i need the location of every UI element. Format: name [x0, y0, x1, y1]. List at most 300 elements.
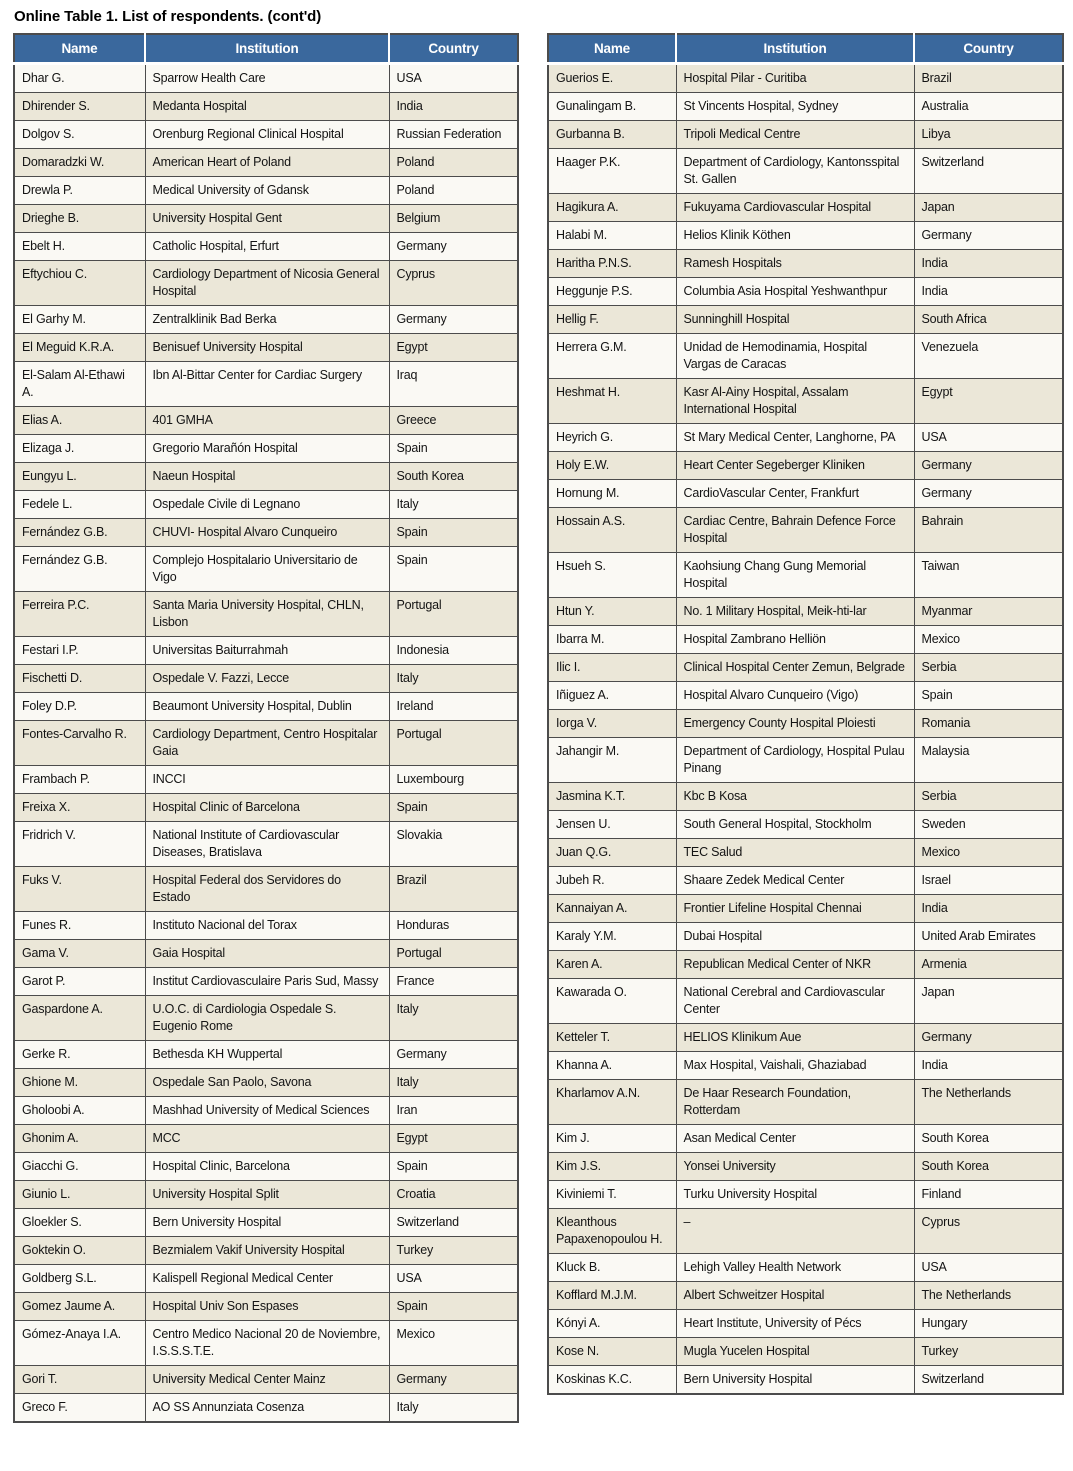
- country-cell: United Arab Emirates: [914, 923, 1063, 951]
- name-cell: Elias A.: [14, 407, 145, 435]
- name-cell: Gómez-Anaya I.A.: [14, 1321, 145, 1366]
- institution-cell: St Mary Medical Center, Langhorne, PA: [676, 424, 914, 452]
- country-cell: The Netherlands: [914, 1080, 1063, 1125]
- institution-cell: Instituto Nacional del Torax: [145, 912, 389, 940]
- name-cell: Gori T.: [14, 1366, 145, 1394]
- country-cell: Germany: [389, 1366, 518, 1394]
- name-cell: Freixa X.: [14, 794, 145, 822]
- table-row: [14, 93, 518, 121]
- country-cell: Germany: [914, 452, 1063, 480]
- country-cell: Germany: [389, 1041, 518, 1069]
- page-title: Online Table 1. List of respondents. (cont'd): [14, 8, 322, 25]
- country-cell: Poland: [389, 177, 518, 205]
- institution-cell: Ramesh Hospitals: [676, 250, 914, 278]
- name-cell: Karaly Y.M.: [548, 923, 676, 951]
- table-row: [548, 951, 1063, 979]
- country-cell: Mexico: [914, 839, 1063, 867]
- name-cell: Ferreira P.C.: [14, 592, 145, 637]
- name-cell: Eftychiou C.: [14, 261, 145, 306]
- table-row: [548, 979, 1063, 1024]
- name-cell: Gunalingam B.: [548, 93, 676, 121]
- institution-cell: Hospital Federal dos Servidores do Estado: [145, 867, 389, 912]
- name-cell: Funes R.: [14, 912, 145, 940]
- country-cell: South Korea: [914, 1153, 1063, 1181]
- tables-container: [13, 33, 1060, 1423]
- name-cell: Koskinas K.C.: [548, 1366, 676, 1395]
- institution-cell: Tripoli Medical Centre: [676, 121, 914, 149]
- column-header-institution: Institution: [145, 34, 389, 64]
- institution-cell: Beaumont University Hospital, Dublin: [145, 693, 389, 721]
- institution-cell: Hospital Pilar - Curitiba: [676, 64, 914, 93]
- institution-cell: Ospedale V. Fazzi, Lecce: [145, 665, 389, 693]
- name-cell: Fuks V.: [14, 867, 145, 912]
- country-cell: Cyprus: [389, 261, 518, 306]
- institution-cell: Medanta Hospital: [145, 93, 389, 121]
- country-cell: Germany: [914, 480, 1063, 508]
- institution-cell: Cardiology Department, Centro Hospitalar Gaia: [145, 721, 389, 766]
- country-cell: India: [914, 1052, 1063, 1080]
- country-cell: USA: [914, 424, 1063, 452]
- name-cell: Jasmina K.T.: [548, 783, 676, 811]
- institution-cell: INCCI: [145, 766, 389, 794]
- institution-cell: Centro Medico Nacional 20 de Noviembre, I.S.S.S.T.E.: [145, 1321, 389, 1366]
- table-row: [14, 519, 518, 547]
- country-cell: Australia: [914, 93, 1063, 121]
- institution-cell: Kaohsiung Chang Gung Memorial Hospital: [676, 553, 914, 598]
- table-row: [548, 839, 1063, 867]
- table-row: [14, 233, 518, 261]
- table-row: [548, 64, 1063, 93]
- name-cell: Guerios E.: [548, 64, 676, 93]
- name-cell: Gomez Jaume A.: [14, 1293, 145, 1321]
- table-row: [14, 637, 518, 665]
- country-cell: Venezuela: [914, 334, 1063, 379]
- table-row: [548, 1366, 1063, 1395]
- table-header: [548, 34, 1063, 64]
- country-cell: Mexico: [389, 1321, 518, 1366]
- institution-cell: Department of Cardiology, Kantonsspital St. Gallen: [676, 149, 914, 194]
- table-row: [14, 1265, 518, 1293]
- name-cell: Kleanthous Papaxenopoulou H.: [548, 1209, 676, 1254]
- institution-cell: National Cerebral and Cardiovascular Center: [676, 979, 914, 1024]
- table-row: [14, 766, 518, 794]
- table-row: [14, 665, 518, 693]
- table-row: [548, 783, 1063, 811]
- table-row: [548, 121, 1063, 149]
- table-row: [14, 1125, 518, 1153]
- table-row: [548, 508, 1063, 553]
- institution-cell: Medical University of Gdansk: [145, 177, 389, 205]
- institution-cell: National Institute of Cardiovascular Diseases, Bratislava: [145, 822, 389, 867]
- respondents-table-right: [547, 33, 1064, 1395]
- table-row: [548, 1310, 1063, 1338]
- table-row: [548, 480, 1063, 508]
- institution-cell: Emergency County Hospital Ploiesti: [676, 710, 914, 738]
- table-row: [548, 654, 1063, 682]
- name-cell: Greco F.: [14, 1394, 145, 1423]
- name-cell: Heggunje P.S.: [548, 278, 676, 306]
- table-row: [14, 435, 518, 463]
- country-cell: Germany: [914, 1024, 1063, 1052]
- name-cell: Eungyu L.: [14, 463, 145, 491]
- institution-cell: No. 1 Military Hospital, Meik-hti-lar: [676, 598, 914, 626]
- table-row: [548, 682, 1063, 710]
- table-row: [548, 1080, 1063, 1125]
- institution-cell: Shaare Zedek Medical Center: [676, 867, 914, 895]
- country-cell: Myanmar: [914, 598, 1063, 626]
- institution-cell: University Hospital Split: [145, 1181, 389, 1209]
- name-cell: Dhar G.: [14, 64, 145, 93]
- country-cell: Bahrain: [914, 508, 1063, 553]
- institution-cell: Dubai Hospital: [676, 923, 914, 951]
- table-header: [14, 34, 518, 64]
- country-cell: Italy: [389, 665, 518, 693]
- table-row: [548, 379, 1063, 424]
- table-row: [548, 1181, 1063, 1209]
- table-row: [548, 278, 1063, 306]
- table-row: [14, 1293, 518, 1321]
- institution-cell: American Heart of Poland: [145, 149, 389, 177]
- country-cell: Romania: [914, 710, 1063, 738]
- country-cell: Italy: [389, 996, 518, 1041]
- name-cell: Goktekin O.: [14, 1237, 145, 1265]
- country-cell: Croatia: [389, 1181, 518, 1209]
- institution-cell: Department of Cardiology, Hospital Pulau Pinang: [676, 738, 914, 783]
- institution-cell: De Haar Research Foundation, Rotterdam: [676, 1080, 914, 1125]
- table-row: [14, 1069, 518, 1097]
- table-row: [14, 334, 518, 362]
- country-cell: Armenia: [914, 951, 1063, 979]
- country-cell: Spain: [389, 794, 518, 822]
- institution-cell: Institut Cardiovasculaire Paris Sud, Massy: [145, 968, 389, 996]
- name-cell: Fernández G.B.: [14, 547, 145, 592]
- name-cell: Gaspardone A.: [14, 996, 145, 1041]
- country-cell: France: [389, 968, 518, 996]
- country-cell: Italy: [389, 1394, 518, 1423]
- country-cell: Luxembourg: [389, 766, 518, 794]
- header-row: [548, 34, 1063, 64]
- table-row: [14, 794, 518, 822]
- table-row: [14, 463, 518, 491]
- institution-cell: Kbc B Kosa: [676, 783, 914, 811]
- country-cell: Switzerland: [389, 1209, 518, 1237]
- country-cell: Finland: [914, 1181, 1063, 1209]
- name-cell: Elizaga J.: [14, 435, 145, 463]
- institution-cell: Sparrow Health Care: [145, 64, 389, 93]
- institution-cell: Universitas Baiturrahmah: [145, 637, 389, 665]
- name-cell: Kannaiyan A.: [548, 895, 676, 923]
- country-cell: Israel: [914, 867, 1063, 895]
- country-cell: South Korea: [389, 463, 518, 491]
- name-cell: Gholoobi A.: [14, 1097, 145, 1125]
- table-row: [14, 1181, 518, 1209]
- institution-cell: Clinical Hospital Center Zemun, Belgrade: [676, 654, 914, 682]
- country-cell: Italy: [389, 1069, 518, 1097]
- name-cell: Kluck B.: [548, 1254, 676, 1282]
- column-header-country: Country: [389, 34, 518, 64]
- name-cell: El Meguid K.R.A.: [14, 334, 145, 362]
- institution-cell: MCC: [145, 1125, 389, 1153]
- table-row: [14, 1321, 518, 1366]
- country-cell: Serbia: [914, 654, 1063, 682]
- institution-cell: –: [676, 1209, 914, 1254]
- country-cell: Egypt: [389, 334, 518, 362]
- table-row: [14, 592, 518, 637]
- name-cell: Fontes-Carvalho R.: [14, 721, 145, 766]
- institution-cell: Bethesda KH Wuppertal: [145, 1041, 389, 1069]
- table-row: [548, 1282, 1063, 1310]
- name-cell: Drieghe B.: [14, 205, 145, 233]
- country-cell: Ireland: [389, 693, 518, 721]
- table-row: [548, 1024, 1063, 1052]
- table-row: [14, 205, 518, 233]
- table-row: [14, 306, 518, 334]
- name-cell: Kónyi A.: [548, 1310, 676, 1338]
- table-row: [14, 1366, 518, 1394]
- name-cell: Dhirender S.: [14, 93, 145, 121]
- name-cell: Giunio L.: [14, 1181, 145, 1209]
- name-cell: Kose N.: [548, 1338, 676, 1366]
- table-row: [14, 693, 518, 721]
- name-cell: Drewla P.: [14, 177, 145, 205]
- institution-cell: Cardiac Centre, Bahrain Defence Force Hospital: [676, 508, 914, 553]
- country-cell: The Netherlands: [914, 1282, 1063, 1310]
- table-row: [14, 822, 518, 867]
- institution-cell: Asan Medical Center: [676, 1125, 914, 1153]
- country-cell: Portugal: [389, 940, 518, 968]
- institution-cell: Columbia Asia Hospital Yeshwanthpur: [676, 278, 914, 306]
- country-cell: Taiwan: [914, 553, 1063, 598]
- table-row: [548, 895, 1063, 923]
- name-cell: Karen A.: [548, 951, 676, 979]
- country-cell: Belgium: [389, 205, 518, 233]
- name-cell: Ghione M.: [14, 1069, 145, 1097]
- table-row: [548, 1052, 1063, 1080]
- country-cell: Switzerland: [914, 1366, 1063, 1395]
- institution-cell: Helios Klinik Köthen: [676, 222, 914, 250]
- institution-cell: Lehigh Valley Health Network: [676, 1254, 914, 1282]
- country-cell: USA: [389, 1265, 518, 1293]
- table-row: [548, 553, 1063, 598]
- country-cell: Germany: [389, 233, 518, 261]
- institution-cell: St Vincents Hospital, Sydney: [676, 93, 914, 121]
- country-cell: Indonesia: [389, 637, 518, 665]
- table-row: [14, 1237, 518, 1265]
- table-row: [14, 177, 518, 205]
- country-cell: Spain: [389, 1293, 518, 1321]
- name-cell: El Garhy M.: [14, 306, 145, 334]
- name-cell: Kofflard M.J.M.: [548, 1282, 676, 1310]
- institution-cell: CardioVascular Center, Frankfurt: [676, 480, 914, 508]
- table-row: [14, 64, 518, 93]
- name-cell: Kim J.S.: [548, 1153, 676, 1181]
- institution-cell: U.O.C. di Cardiologia Ospedale S. Eugenio Rome: [145, 996, 389, 1041]
- name-cell: Giacchi G.: [14, 1153, 145, 1181]
- country-cell: Libya: [914, 121, 1063, 149]
- institution-cell: Benisuef University Hospital: [145, 334, 389, 362]
- institution-cell: Ibn Al-Bittar Center for Cardiac Surgery: [145, 362, 389, 407]
- country-cell: Brazil: [389, 867, 518, 912]
- respondents-table-left: [13, 33, 519, 1423]
- name-cell: Festari I.P.: [14, 637, 145, 665]
- name-cell: Holy E.W.: [548, 452, 676, 480]
- institution-cell: Orenburg Regional Clinical Hospital: [145, 121, 389, 149]
- table-row: [14, 721, 518, 766]
- name-cell: Jahangir M.: [548, 738, 676, 783]
- table-row: [548, 867, 1063, 895]
- country-cell: Serbia: [914, 783, 1063, 811]
- name-cell: Goldberg S.L.: [14, 1265, 145, 1293]
- name-cell: El-Salam Al-Ethawi A.: [14, 362, 145, 407]
- country-cell: India: [914, 250, 1063, 278]
- name-cell: Juan Q.G.: [548, 839, 676, 867]
- country-cell: Japan: [914, 979, 1063, 1024]
- institution-cell: Turku University Hospital: [676, 1181, 914, 1209]
- country-cell: Iran: [389, 1097, 518, 1125]
- name-cell: Gerke R.: [14, 1041, 145, 1069]
- country-cell: South Africa: [914, 306, 1063, 334]
- institution-cell: Yonsei University: [676, 1153, 914, 1181]
- country-cell: Egypt: [914, 379, 1063, 424]
- name-cell: Fernández G.B.: [14, 519, 145, 547]
- country-cell: India: [389, 93, 518, 121]
- table-row: [14, 912, 518, 940]
- institution-cell: Hospital Clinic of Barcelona: [145, 794, 389, 822]
- country-cell: Malaysia: [914, 738, 1063, 783]
- table-row: [548, 1209, 1063, 1254]
- country-cell: Spain: [914, 682, 1063, 710]
- table-row: [548, 334, 1063, 379]
- institution-cell: Frontier Lifeline Hospital Chennai: [676, 895, 914, 923]
- table-row: [548, 452, 1063, 480]
- institution-cell: Republican Medical Center of NKR: [676, 951, 914, 979]
- table-row: [548, 250, 1063, 278]
- name-cell: Domaradzki W.: [14, 149, 145, 177]
- name-cell: Haritha P.N.S.: [548, 250, 676, 278]
- country-cell: Greece: [389, 407, 518, 435]
- table-row: [548, 738, 1063, 783]
- institution-cell: Bern University Hospital: [676, 1366, 914, 1395]
- country-cell: Cyprus: [914, 1209, 1063, 1254]
- name-cell: Jubeh R.: [548, 867, 676, 895]
- country-cell: Russian Federation: [389, 121, 518, 149]
- name-cell: Dolgov S.: [14, 121, 145, 149]
- name-cell: Hsueh S.: [548, 553, 676, 598]
- institution-cell: CHUVI- Hospital Alvaro Cunqueiro: [145, 519, 389, 547]
- institution-cell: 401 GMHA: [145, 407, 389, 435]
- name-cell: Htun Y.: [548, 598, 676, 626]
- table-row: [548, 1153, 1063, 1181]
- column-header-name: Name: [14, 34, 145, 64]
- institution-cell: University Medical Center Mainz: [145, 1366, 389, 1394]
- name-cell: Garot P.: [14, 968, 145, 996]
- country-cell: Brazil: [914, 64, 1063, 93]
- name-cell: Khanna A.: [548, 1052, 676, 1080]
- country-cell: Slovakia: [389, 822, 518, 867]
- name-cell: Kim J.: [548, 1125, 676, 1153]
- table-row: [548, 811, 1063, 839]
- institution-cell: Kasr Al-Ainy Hospital, Assalam International Hospital: [676, 379, 914, 424]
- country-cell: Turkey: [914, 1338, 1063, 1366]
- country-cell: Germany: [389, 306, 518, 334]
- name-cell: Ebelt H.: [14, 233, 145, 261]
- name-cell: Gloekler S.: [14, 1209, 145, 1237]
- institution-cell: Hospital Alvaro Cunqueiro (Vigo): [676, 682, 914, 710]
- table-row: [14, 867, 518, 912]
- name-cell: Ibarra M.: [548, 626, 676, 654]
- column-header-country: Country: [914, 34, 1063, 64]
- name-cell: Fischetti D.: [14, 665, 145, 693]
- column-header-institution: Institution: [676, 34, 914, 64]
- institution-cell: Bern University Hospital: [145, 1209, 389, 1237]
- name-cell: Ghonim A.: [14, 1125, 145, 1153]
- institution-cell: Hospital Clinic, Barcelona: [145, 1153, 389, 1181]
- institution-cell: AO SS Annunziata Cosenza: [145, 1394, 389, 1423]
- name-cell: Iñiguez A.: [548, 682, 676, 710]
- table-row: [14, 1041, 518, 1069]
- name-cell: Herrera G.M.: [548, 334, 676, 379]
- country-cell: Spain: [389, 519, 518, 547]
- header-row: [14, 34, 518, 64]
- table-row: [14, 968, 518, 996]
- name-cell: Frambach P.: [14, 766, 145, 794]
- institution-cell: TEC Salud: [676, 839, 914, 867]
- name-cell: Hornung M.: [548, 480, 676, 508]
- name-cell: Gama V.: [14, 940, 145, 968]
- institution-cell: Max Hospital, Vaishali, Ghaziabad: [676, 1052, 914, 1080]
- name-cell: Ketteler T.: [548, 1024, 676, 1052]
- institution-cell: Fukuyama Cardiovascular Hospital: [676, 194, 914, 222]
- institution-cell: Mugla Yucelen Hospital: [676, 1338, 914, 1366]
- table-row: [548, 1125, 1063, 1153]
- table-row: [14, 1394, 518, 1423]
- country-cell: Spain: [389, 547, 518, 592]
- institution-cell: Unidad de Hemodinamia, Hospital Vargas de Caracas: [676, 334, 914, 379]
- table-row: [548, 194, 1063, 222]
- table-row: [14, 407, 518, 435]
- table-body: [14, 64, 518, 1423]
- institution-cell: Gaia Hospital: [145, 940, 389, 968]
- table-row: [14, 491, 518, 519]
- name-cell: Jensen U.: [548, 811, 676, 839]
- table-row: [548, 306, 1063, 334]
- table-row: [548, 710, 1063, 738]
- institution-cell: Gregorio Marañón Hospital: [145, 435, 389, 463]
- table-body: [548, 64, 1063, 1395]
- country-cell: Japan: [914, 194, 1063, 222]
- country-cell: Iraq: [389, 362, 518, 407]
- table-row: [548, 626, 1063, 654]
- country-cell: South Korea: [914, 1125, 1063, 1153]
- institution-cell: Naeun Hospital: [145, 463, 389, 491]
- institution-cell: Cardiology Department of Nicosia General Hospital: [145, 261, 389, 306]
- institution-cell: University Hospital Gent: [145, 205, 389, 233]
- country-cell: Spain: [389, 435, 518, 463]
- country-cell: India: [914, 895, 1063, 923]
- table-row: [14, 149, 518, 177]
- table-row: [548, 149, 1063, 194]
- country-cell: Germany: [914, 222, 1063, 250]
- table-row: [14, 547, 518, 592]
- name-cell: Hellig F.: [548, 306, 676, 334]
- table-row: [548, 598, 1063, 626]
- country-cell: Portugal: [389, 721, 518, 766]
- name-cell: Haager P.K.: [548, 149, 676, 194]
- name-cell: Heyrich G.: [548, 424, 676, 452]
- country-cell: Italy: [389, 491, 518, 519]
- institution-cell: Heart Center Segeberger Kliniken: [676, 452, 914, 480]
- institution-cell: Bezmialem Vakif University Hospital: [145, 1237, 389, 1265]
